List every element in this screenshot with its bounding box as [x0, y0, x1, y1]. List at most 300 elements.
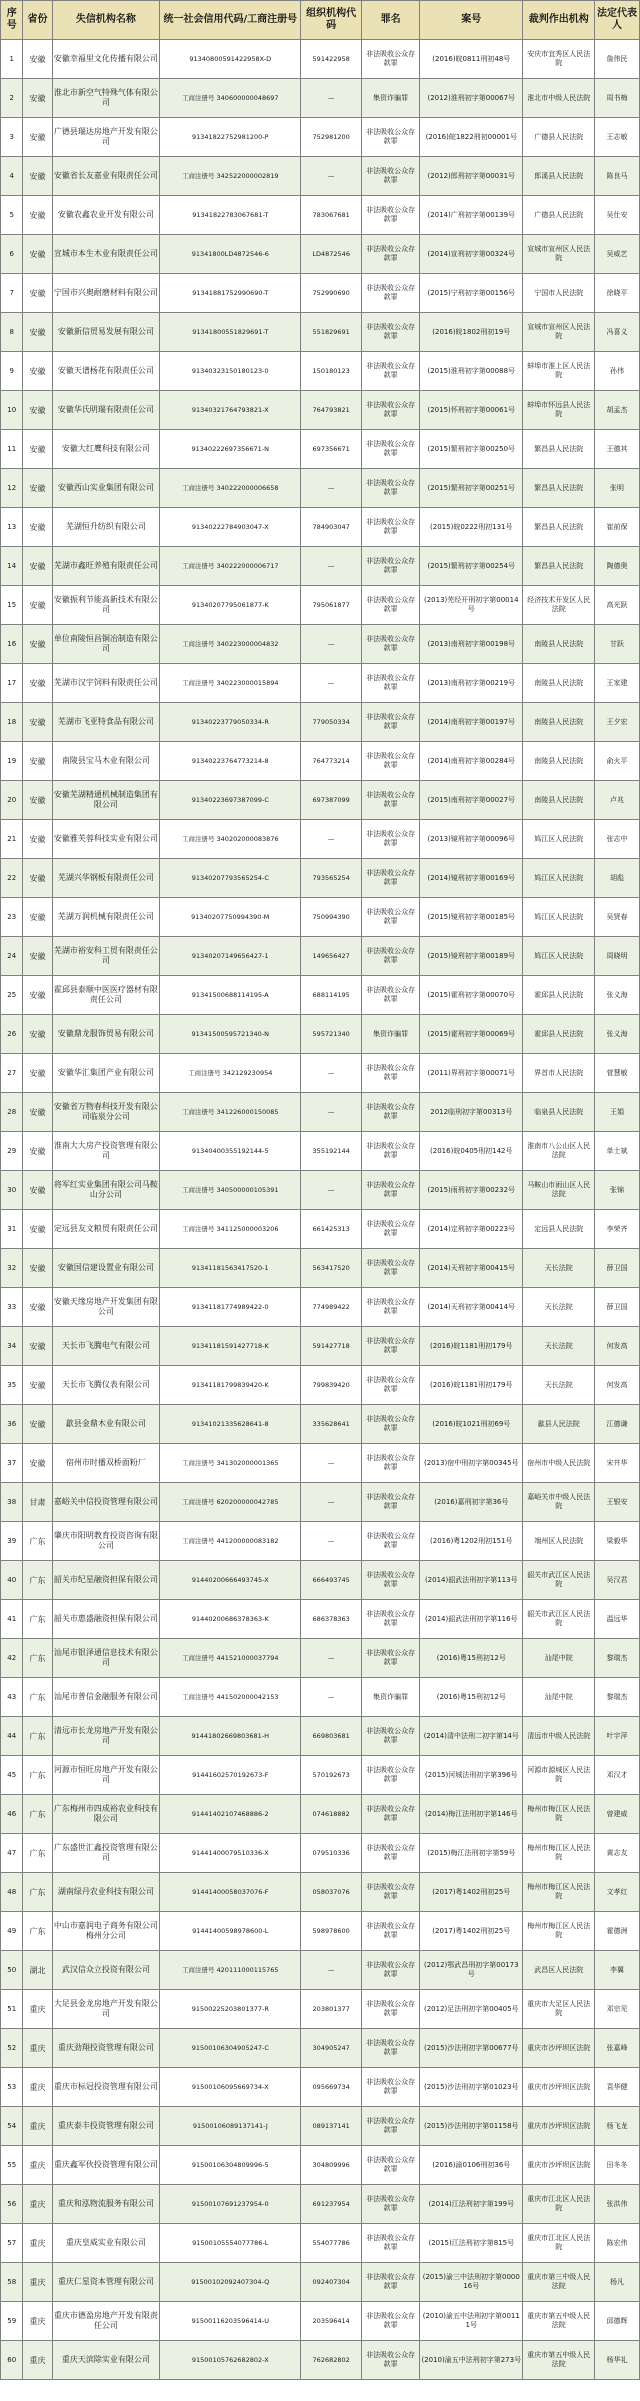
cell-legal-rep: 文孝红 — [595, 1873, 640, 1912]
cell-institution-name: 淮北市新空气特殊气体有限公司 — [52, 79, 160, 118]
cell-court: 清远市中级人民法院 — [523, 1717, 595, 1756]
table-row — [1, 2029, 640, 2068]
cell-legal-rep: 田冬冬 — [595, 2146, 640, 2185]
cell-province: 安徽 — [23, 352, 52, 391]
cell-court: 重庆市大足区人民法院 — [523, 1990, 595, 2029]
cell-province: 安徽 — [23, 547, 52, 586]
cell-institution-name: 安徽农鑫农业开发有限公司 — [52, 196, 160, 235]
cell-institution-name: 韶关市纪星融资担保有限公司 — [52, 1561, 160, 1600]
cell-institution-name: 单位南陵恒昌铜冶制造有限公司 — [52, 625, 160, 664]
cell-court: 南陵县人民法院 — [523, 625, 595, 664]
cell-case-no: (2015)雨刑初字第00232号 — [420, 1171, 523, 1210]
cell-legal-rep: 温远华 — [595, 1600, 640, 1639]
cell-legal-rep: 邱德辉 — [595, 2302, 640, 2341]
cell-case-no: (2015)河城法刑初字第396号 — [420, 1756, 523, 1795]
table-row — [1, 118, 640, 157]
cell-province: 安徽 — [23, 1249, 52, 1288]
cell-case-no: (2015)霍刑初字第00069号 — [420, 1015, 523, 1054]
cell-institution-name: 重庆市标冠投资管理有限公司 — [52, 2068, 160, 2107]
cell-case-no: (2016)皖0405刑初142号 — [420, 1132, 523, 1171]
cell-court: 广德县人民法院 — [523, 118, 595, 157]
header-row — [1, 1, 640, 40]
cell-crime: 非法吸收公众存款罪 — [361, 196, 419, 235]
cell-org-code: 335628641 — [301, 1405, 362, 1444]
cell-case-no: (2014)江法刑初字第199号 — [420, 2185, 523, 2224]
cell-case-no: (2015)江法刑初字第815号 — [420, 2224, 523, 2263]
cell-institution-name: 南陵县宝马木业有限公司 — [52, 742, 160, 781]
cell-crime: 非法吸收公众存款罪 — [361, 1483, 419, 1522]
cell-credit-code: 91341500688114195-A — [160, 976, 301, 1015]
cell-case-no: (2016)皖1822刑初00001号 — [420, 118, 523, 157]
cell-crime: 非法吸收公众存款罪 — [361, 820, 419, 859]
cell-crime: 非法吸收公众存款罪 — [361, 1795, 419, 1834]
cell-credit-code: 91500106089137141-J — [160, 2107, 301, 2146]
cell-court: 天长法院 — [523, 1288, 595, 1327]
cell-org-code: — — [301, 547, 362, 586]
cell-credit-code: 工商注册号 441521000037794 — [160, 1639, 301, 1678]
table-row — [1, 1639, 640, 1678]
cell-institution-name: 安徽省长友嘉业有限责任公司 — [52, 157, 160, 196]
cell-institution-name: 安徽省万物春科技开发有限公司临泉分公司 — [52, 1093, 160, 1132]
cell-case-no: (2010)渝五中法刑初字第273号 — [420, 2341, 523, 2380]
cell-province: 安徽 — [23, 703, 52, 742]
cell-institution-name: 河源市恒旺房地产开发有限公司 — [52, 1756, 160, 1795]
cell-case-no: (2016)皖0811刑初48号 — [420, 40, 523, 79]
cell-court: 重庆市江北区人民法院 — [523, 2185, 595, 2224]
cell-no: 51 — [1, 1990, 23, 2029]
cell-case-no: (2014)天刑初字第00415号 — [420, 1249, 523, 1288]
cell-institution-name: 霍邱县泰顺中医医疗器材有限责任公司 — [52, 976, 160, 1015]
cell-province: 安徽 — [23, 235, 52, 274]
cell-court: 经济技术开发区人民法院 — [523, 586, 595, 625]
cell-credit-code: 91340400355192144-5 — [160, 1132, 301, 1171]
cell-credit-code: 工商注册号 342522000002819 — [160, 157, 301, 196]
table-row — [1, 937, 640, 976]
cell-legal-rep: 李荣齐 — [595, 1210, 640, 1249]
cell-institution-name: 安徽西山实业集团有限公司 — [52, 469, 160, 508]
cell-case-no: (2015)霍刑初字第00070号 — [420, 976, 523, 1015]
cell-court: 宣城市宣州区人民法院 — [523, 313, 595, 352]
cell-org-code: — — [301, 1093, 362, 1132]
table-row — [1, 1600, 640, 1639]
cell-province: 安徽 — [23, 469, 52, 508]
cell-credit-code: 91341822752981200-P — [160, 118, 301, 157]
cell-crime: 非法吸收公众存款罪 — [361, 625, 419, 664]
cell-institution-name: 天长市飞腾仪表有限公司 — [52, 1366, 160, 1405]
cell-legal-rep: 叶宇萍 — [595, 1717, 640, 1756]
cell-no: 30 — [1, 1171, 23, 1210]
cell-credit-code: 工商注册号 441502000042153 — [160, 1678, 301, 1717]
cell-case-no: (2017)粤1402刑初25号 — [420, 1912, 523, 1951]
cell-province: 重庆 — [23, 2146, 52, 2185]
cell-court: 繁昌县人民法院 — [523, 508, 595, 547]
cell-province: 安徽 — [23, 1171, 52, 1210]
cell-province: 广东 — [23, 1795, 52, 1834]
cell-credit-code: 工商注册号 340223000004832 — [160, 625, 301, 664]
cell-credit-code: 91341181799839420-K — [160, 1366, 301, 1405]
cell-crime: 非法吸收公众存款罪 — [361, 1210, 419, 1249]
table-row — [1, 196, 640, 235]
cell-no: 52 — [1, 2029, 23, 2068]
cell-court: 南陵县人民法院 — [523, 781, 595, 820]
cell-no: 34 — [1, 1327, 23, 1366]
table-row — [1, 1327, 640, 1366]
table-body — [1, 40, 640, 2380]
cell-legal-rep: 王志敏 — [595, 118, 640, 157]
cell-org-code: 783067681 — [301, 196, 362, 235]
cell-org-code: 779050334 — [301, 703, 362, 742]
cell-court: 繁昌县人民法院 — [523, 430, 595, 469]
cell-no: 39 — [1, 1522, 23, 1561]
cell-legal-rep: 陈良马 — [595, 157, 640, 196]
cell-case-no: (2012)郎刑初字第00031号 — [420, 157, 523, 196]
cell-legal-rep: 高光跃 — [595, 586, 640, 625]
cell-legal-rep: 周晓明 — [595, 937, 640, 976]
cell-no: 54 — [1, 2107, 23, 2146]
cell-court: 淮北市中级人民法院 — [523, 79, 595, 118]
cell-case-no: (2015)怀刑初字第00061号 — [420, 391, 523, 430]
table-row — [1, 1756, 640, 1795]
cell-credit-code: 工商注册号 340500000105391 — [160, 1171, 301, 1210]
cell-credit-code: 91500225203801377-R — [160, 1990, 301, 2029]
table-row — [1, 1522, 640, 1561]
cell-court: 宿州市中级人民法院 — [523, 1444, 595, 1483]
cell-province: 安徽 — [23, 1366, 52, 1405]
cell-institution-name: 广德县瑞达房地产开发有限公司 — [52, 118, 160, 157]
cell-court: 重庆市沙坪坝区法院 — [523, 2107, 595, 2146]
cell-province: 安徽 — [23, 430, 52, 469]
cell-org-code: 697356671 — [301, 430, 362, 469]
cell-legal-rep: 甘跃 — [595, 625, 640, 664]
cell-legal-rep: 何发高 — [595, 1327, 640, 1366]
cell-crime: 非法吸收公众存款罪 — [361, 2341, 419, 2380]
cell-legal-rep: 冯喜义 — [595, 313, 640, 352]
cell-credit-code: 91340223697387099-C — [160, 781, 301, 820]
cell-legal-rep: 梁毅华 — [595, 1522, 640, 1561]
cell-province: 安徽 — [23, 1093, 52, 1132]
cell-no: 20 — [1, 781, 23, 820]
cell-crime: 非法吸收公众存款罪 — [361, 937, 419, 976]
cell-institution-name: 定远县友文粮贸有限责任公司 — [52, 1210, 160, 1249]
cell-crime: 非法吸收公众存款罪 — [361, 2302, 419, 2341]
cell-court: 霍邱县人民法院 — [523, 1015, 595, 1054]
cell-case-no: (2016)皖1181刑初179号 — [420, 1327, 523, 1366]
cell-crime: 非法吸收公众存款罪 — [361, 1834, 419, 1873]
cell-org-code: 762682802 — [301, 2341, 362, 2380]
cell-case-no: (2014)南刑初字第00197号 — [420, 703, 523, 742]
cell-crime: 非法吸收公众存款罪 — [361, 157, 419, 196]
table-row — [1, 1366, 640, 1405]
cell-credit-code: 91341800LD4872546-6 — [160, 235, 301, 274]
cell-case-no: 2012临刑初字第00313号 — [420, 1093, 523, 1132]
header-legal-rep: 法定代表人 — [595, 1, 640, 40]
cell-province: 广东 — [23, 1522, 52, 1561]
cell-case-no: (2015)繁刑初字第00251号 — [420, 469, 523, 508]
cell-legal-rep: 张明 — [595, 469, 640, 508]
cell-org-code: 203801377 — [301, 1990, 362, 2029]
cell-credit-code: 91341500595721340-N — [160, 1015, 301, 1054]
cell-org-code: — — [301, 1171, 362, 1210]
cell-credit-code: 工商注册号 342129230954 — [160, 1054, 301, 1093]
cell-province: 广东 — [23, 1600, 52, 1639]
cell-org-code: 784903047 — [301, 508, 362, 547]
table-row — [1, 157, 640, 196]
cell-no: 48 — [1, 1873, 23, 1912]
table-row — [1, 40, 640, 79]
table-row — [1, 2341, 640, 2380]
cell-case-no: (2013)南刑初字第00219号 — [420, 664, 523, 703]
cell-crime: 非法吸收公众存款罪 — [361, 469, 419, 508]
cell-court: 定远县人民法院 — [523, 1210, 595, 1249]
table-row — [1, 1795, 640, 1834]
cell-legal-rep: 黄志友 — [595, 1834, 640, 1873]
cell-province: 湖北 — [23, 1951, 52, 1990]
table-row — [1, 1054, 640, 1093]
cell-institution-name: 中山市嘉润电子商务有限公司梅州分公司 — [52, 1912, 160, 1951]
cell-org-code: — — [301, 1951, 362, 1990]
cell-legal-rep: 江德谦 — [595, 1405, 640, 1444]
cell-institution-name: 广东盛世汇鑫投资管理有限公司 — [52, 1834, 160, 1873]
cell-no: 32 — [1, 1249, 23, 1288]
cell-case-no: (2016)粤1202刑初151号 — [420, 1522, 523, 1561]
table-row — [1, 235, 640, 274]
cell-court: 重庆市第五中级人民法院 — [523, 2341, 595, 2380]
cell-crime: 非法吸收公众存款罪 — [361, 430, 419, 469]
cell-institution-name: 芜湖万润机械有限责任公司 — [52, 898, 160, 937]
cell-province: 安徽 — [23, 1054, 52, 1093]
cell-case-no: (2013)南刑初字第00198号 — [420, 625, 523, 664]
cell-org-code: 150180123 — [301, 352, 362, 391]
cell-no: 58 — [1, 2263, 23, 2302]
cell-court: 南陵县人民法院 — [523, 703, 595, 742]
cell-legal-rep: 曾建威 — [595, 1795, 640, 1834]
cell-crime: 非法吸收公众存款罪 — [361, 118, 419, 157]
cell-no: 40 — [1, 1561, 23, 1600]
cell-institution-name: 武汉信众立投资有限公司 — [52, 1951, 160, 1990]
cell-legal-rep: 陶德奥 — [595, 547, 640, 586]
cell-no: 8 — [1, 313, 23, 352]
cell-no: 28 — [1, 1093, 23, 1132]
cell-legal-rep: 杨飞龙 — [595, 2107, 640, 2146]
table-row — [1, 1990, 640, 2029]
cell-legal-rep: 霍德洲 — [595, 1912, 640, 1951]
cell-institution-name: 重庆鑫军伙投资管理有限公司 — [52, 2146, 160, 2185]
cell-province: 广东 — [23, 1873, 52, 1912]
cell-legal-rep: 俞火平 — [595, 742, 640, 781]
cell-court: 重庆市第五中级人民法院 — [523, 2302, 595, 2341]
cell-case-no: (2015)镜刑初字第00185号 — [420, 898, 523, 937]
cell-case-no: (2017)粤1402刑初25号 — [420, 1873, 523, 1912]
cell-case-no: (2015)梅江法刑初字第59号 — [420, 1834, 523, 1873]
cell-province: 安徽 — [23, 742, 52, 781]
cell-legal-rep: 薛卫国 — [595, 1249, 640, 1288]
cell-crime: 非法吸收公众存款罪 — [361, 40, 419, 79]
cell-legal-rep: 单士斌 — [595, 1132, 640, 1171]
cell-crime: 非法吸收公众存款罪 — [361, 781, 419, 820]
table-row — [1, 1015, 640, 1054]
cell-org-code: 591427718 — [301, 1327, 362, 1366]
table-row — [1, 1132, 640, 1171]
cell-no: 11 — [1, 430, 23, 469]
cell-court: 南陵县人民法院 — [523, 664, 595, 703]
cell-case-no: (2016)粤15刑初12号 — [420, 1678, 523, 1717]
header-no: 序号 — [1, 1, 23, 40]
cell-institution-name: 嘉峪关中信投资管理有限公司 — [52, 1483, 160, 1522]
cell-legal-rep: 王家建 — [595, 664, 640, 703]
cell-crime: 非法吸收公众存款罪 — [361, 1990, 419, 2029]
cell-org-code: 764793821 — [301, 391, 362, 430]
cell-org-code: 595721340 — [301, 1015, 362, 1054]
cell-no: 50 — [1, 1951, 23, 1990]
table-row — [1, 1444, 640, 1483]
cell-legal-rep: 薛卫国 — [595, 1288, 640, 1327]
cell-crime: 非法吸收公众存款罪 — [361, 2068, 419, 2107]
cell-court: 歙县人民法院 — [523, 1405, 595, 1444]
table-row — [1, 274, 640, 313]
cell-credit-code: 工商注册号 341125000003206 — [160, 1210, 301, 1249]
cell-case-no: (2014)镜刑初字第00169号 — [420, 859, 523, 898]
cell-org-code: — — [301, 1444, 362, 1483]
cell-org-code: 089137141 — [301, 2107, 362, 2146]
cell-institution-name: 重庆泰丰投资管理有限公司 — [52, 2107, 160, 2146]
cell-no: 57 — [1, 2224, 23, 2263]
cell-credit-code: 工商注册号 620200000042785 — [160, 1483, 301, 1522]
cell-province: 安徽 — [23, 937, 52, 976]
cell-court: 韶关市武江区人民法院 — [523, 1561, 595, 1600]
cell-credit-code: 91340800591422958X-D — [160, 40, 301, 79]
cell-institution-name: 安徽新信贸易发展有限公司 — [52, 313, 160, 352]
table-row — [1, 1912, 640, 1951]
cell-province: 重庆 — [23, 2341, 52, 2380]
cell-institution-name: 安徽幸福里文化传播有限公司 — [52, 40, 160, 79]
cell-credit-code: 91341822783067681-T — [160, 196, 301, 235]
cell-crime: 非法吸收公众存款罪 — [361, 352, 419, 391]
table-row — [1, 2185, 640, 2224]
cell-credit-code: 91340207793565254-C — [160, 859, 301, 898]
cell-org-code: 661425313 — [301, 1210, 362, 1249]
cell-case-no: (2016)粤15刑初12号 — [420, 1639, 523, 1678]
cell-institution-name: 安徽雅芙蓉科技实业有限公司 — [52, 820, 160, 859]
table-row — [1, 664, 640, 703]
cell-crime: 非法吸收公众存款罪 — [361, 1288, 419, 1327]
cell-org-code: — — [301, 1483, 362, 1522]
cell-court: 韶关市武江区人民法院 — [523, 1600, 595, 1639]
cell-no: 5 — [1, 196, 23, 235]
cell-province: 广东 — [23, 1639, 52, 1678]
cell-org-code: 355192144 — [301, 1132, 362, 1171]
cell-legal-rep: 吴贤春 — [595, 898, 640, 937]
cell-org-code: — — [301, 1522, 362, 1561]
cell-institution-name: 安徽华氏明瑞有限责任公司 — [52, 391, 160, 430]
cell-org-code: 058037076 — [301, 1873, 362, 1912]
cell-institution-name: 重庆天滨除实业有限公司 — [52, 2341, 160, 2380]
cell-crime: 非法吸收公众存款罪 — [361, 898, 419, 937]
cell-case-no: (2016)皖1021刑初69号 — [420, 1405, 523, 1444]
cell-institution-name: 芜湖市汉宇饲料有限责任公司 — [52, 664, 160, 703]
cell-credit-code: 91500105762682802-X — [160, 2341, 301, 2380]
cell-crime: 非法吸收公众存款罪 — [361, 1717, 419, 1756]
cell-case-no: (2016)渝0106刑初36号 — [420, 2146, 523, 2185]
cell-court: 繁昌县人民法院 — [523, 469, 595, 508]
cell-crime: 集资诈骗罪 — [361, 1015, 419, 1054]
cell-province: 安徽 — [23, 976, 52, 1015]
cell-province: 广东 — [23, 1717, 52, 1756]
cell-institution-name: 安徽振利节能高新技术有限公司 — [52, 586, 160, 625]
cell-court: 南陵县人民法院 — [523, 742, 595, 781]
cell-province: 重庆 — [23, 2302, 52, 2341]
cell-org-code: 598978600 — [301, 1912, 362, 1951]
cell-legal-rep: 张嘉峰 — [595, 2029, 640, 2068]
cell-org-code: — — [301, 469, 362, 508]
cell-case-no: (2015)沙法刑初字第00677号 — [420, 2029, 523, 2068]
cell-credit-code: 91340321764793821-X — [160, 391, 301, 430]
cell-org-code: 752990690 — [301, 274, 362, 313]
cell-legal-rep: 吴仕安 — [595, 196, 640, 235]
cell-org-code: 697387099 — [301, 781, 362, 820]
cell-no: 49 — [1, 1912, 23, 1951]
cell-legal-rep: 张义海 — [595, 976, 640, 1015]
cell-legal-rep: 崔前保 — [595, 508, 640, 547]
cell-court: 汕尾中院 — [523, 1678, 595, 1717]
cell-no: 19 — [1, 742, 23, 781]
cell-crime: 非法吸收公众存款罪 — [361, 1639, 419, 1678]
cell-org-code: 554077786 — [301, 2224, 362, 2263]
cell-org-code: 304905247 — [301, 2029, 362, 2068]
cell-legal-rep: 胡孟杰 — [595, 391, 640, 430]
cell-case-no: (2011)界刑初字第00071号 — [420, 1054, 523, 1093]
cell-institution-name: 重庆劲翔投资管理有限公司 — [52, 2029, 160, 2068]
cell-org-code: 095669734 — [301, 2068, 362, 2107]
cell-institution-name: 将军红实业集团有限公司马鞍山分公司 — [52, 1171, 160, 1210]
cell-credit-code: 91441802669803681-H — [160, 1717, 301, 1756]
cell-court: 端州区人民法院 — [523, 1522, 595, 1561]
cell-province: 安徽 — [23, 664, 52, 703]
cell-case-no: (2014)定刑初字第00223号 — [420, 1210, 523, 1249]
cell-case-no: (2014)清中法刑二初字第14号 — [420, 1717, 523, 1756]
cell-no: 38 — [1, 1483, 23, 1522]
cell-court: 天长法院 — [523, 1327, 595, 1366]
cell-institution-name: 安徽芜湖精通机械制造集团有限公司 — [52, 781, 160, 820]
cell-credit-code: 91341881752990690-T — [160, 274, 301, 313]
cell-case-no: (2012)鄂武昌刑初字第00173号 — [420, 1951, 523, 1990]
table-row — [1, 1951, 640, 1990]
cell-institution-name: 重庆市德盈房地产开发有限责任公司 — [52, 2302, 160, 2341]
cell-institution-name: 安徽国信建设置业有限公司 — [52, 1249, 160, 1288]
cell-legal-rep: 陈宏伟 — [595, 2224, 640, 2263]
cell-credit-code: 91500105554077786-L — [160, 2224, 301, 2263]
cell-case-no: (2015)镜刑初字第00189号 — [420, 937, 523, 976]
cell-province: 安徽 — [23, 118, 52, 157]
cell-org-code: — — [301, 157, 362, 196]
cell-legal-rep: 黎瑞杰 — [595, 1639, 640, 1678]
table-row — [1, 1717, 640, 1756]
cell-case-no: (2015)宁刑初字第00156号 — [420, 274, 523, 313]
cell-crime: 非法吸收公众存款罪 — [361, 2263, 419, 2302]
cell-court: 梅州市梅江区人民法院 — [523, 1912, 595, 1951]
cell-court: 鸠江区人民法院 — [523, 898, 595, 937]
cell-credit-code: 91340207149656427-1 — [160, 937, 301, 976]
table-row — [1, 1873, 640, 1912]
cell-credit-code: 91340207750994390-M — [160, 898, 301, 937]
cell-province: 重庆 — [23, 2263, 52, 2302]
cell-legal-rep: 邓汉才 — [595, 1756, 640, 1795]
cell-court: 广德县人民法院 — [523, 196, 595, 235]
cell-crime: 集资诈骗罪 — [361, 1678, 419, 1717]
cell-org-code: 570192673 — [301, 1756, 362, 1795]
cell-court: 鸠江区人民法院 — [523, 859, 595, 898]
cell-no: 10 — [1, 391, 23, 430]
cell-court: 梅州市梅江区人民法院 — [523, 1834, 595, 1873]
